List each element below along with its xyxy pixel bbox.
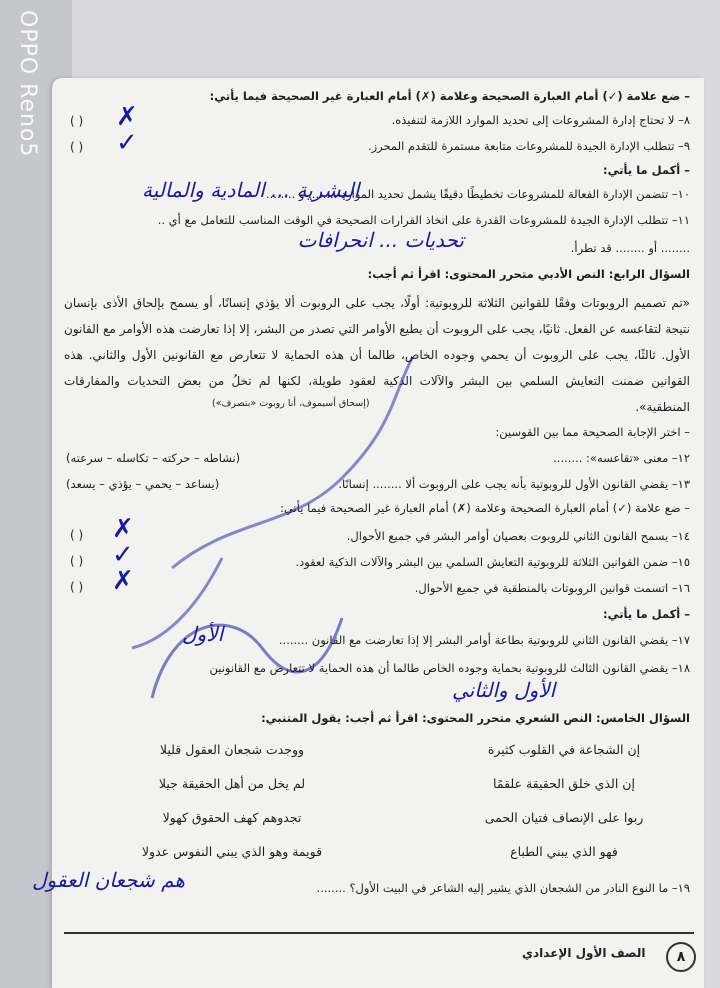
answer-box-8: ( ) bbox=[70, 114, 84, 128]
question-15: ١٥– ضمن القوانين الثلاثة للروبوتية التعايش السلمي بين البشر والآلات الذكية لعقود. bbox=[295, 555, 690, 569]
question-12-options: (نشاطه – حركته – تكاسله – سرعته) bbox=[66, 451, 241, 465]
handwritten-answer-11: تحديات ... انحرافات bbox=[297, 228, 464, 252]
question-8: ٨– لا تحتاج إدارة المشروعات إلى تحديد الموارد اللازمة لتنفيذه. bbox=[391, 113, 690, 127]
question-19: ١٩– ما النوع النادر من الشجعان الذي يشير إليه الشاعر في البيت الأول؟ ........ bbox=[316, 881, 690, 895]
question-14: ١٤– يسمح القانون الثاني للروبوت بعصيان أوامر البشر في جميع الأحوال. bbox=[346, 529, 690, 543]
poem-verse-3-right: ربوا على الإنصاف فتيان الحمى bbox=[484, 810, 644, 825]
passage-text: «تم تصميم الروبوتات وفقًا للقوانين الثلاثة للروبوتية: أولًا، يجب على الروبوت ألا يؤذي إنسانًا، أو يسمح بإلحاق الأذى بإنسان نتيجة لتقاعسه عن الفعل. ثانيًا، يجب على الروبوت أن يطيع الأوامر التي تصدر من البشر، إلا إذا تعارضت هذه الأوامر مع القانون الأول. ثالثًا، يجب على الروبوت أن يحمي وجوده الخاص، طالما أن هذه الحماية لا تتعارض مع القانونين الأول والثاني. هذه القوانين ضمنت التعايش السلمي بين البشر والآلات الذكية لعقود طويلة، لكنها لم تخلُ من بعض التحديات والمفارقات المنطقية». bbox=[64, 296, 690, 414]
bottom-rule bbox=[64, 932, 694, 934]
poem-verse-3-left: تجدوهم كهف الحقوق كهولا bbox=[162, 810, 302, 825]
poem-verse-2-right: إن الذي خلق الحقيقة علقمًا bbox=[493, 776, 635, 791]
section-4-title: السؤال الرابع: النص الأدبي متحرر المحتوى: اقرأ ثم أجب: bbox=[367, 267, 690, 281]
passage-source: (إسحاق أسيموف، أنا روبوت «بتصرف») bbox=[212, 398, 370, 409]
question-10: ١٠– تتضمن الإدارة الفعالة للمشروعات تخطيطًا دقيقًا يشمل تحديد الموارد ........ و ........ bbox=[265, 187, 690, 201]
instruction-complete-1: – أكمل ما يأتي: bbox=[603, 163, 690, 177]
question-12: ١٢– معنى «تقاعسه»: ........ bbox=[553, 451, 690, 465]
answer-box-14: ( ) bbox=[70, 528, 84, 542]
answer-box-16: ( ) bbox=[70, 580, 84, 594]
handwritten-answer-18: الأول والثاني bbox=[452, 678, 556, 702]
cross-mark-16: ✗ bbox=[112, 566, 134, 596]
handwritten-answer-10: البشرية ... المادية والمالية bbox=[142, 178, 360, 202]
instruction-true-false-2: – ضع علامة (✓) أمام العبارة الصحيحة وعلامة (✗) أمام العبارة غير الصحيحة فيما يأتي: bbox=[280, 501, 690, 515]
question-18: ١٨– يقضي القانون الثالث للروبوتية بحماية وجوده الخاص طالما أن هذه الحماية لا تتعارض مع القانونين bbox=[209, 661, 690, 675]
check-mark-9: ✓ bbox=[116, 128, 138, 158]
question-16: ١٦– اتسمت قوانين الروبوتات بالمنطقية في جميع الأحوال. bbox=[414, 581, 690, 595]
poem-verse-2-left: لم يخل من أهل الحقيقة جيلا bbox=[158, 776, 306, 791]
instruction-complete-2: – أكمل ما يأتي: bbox=[603, 607, 690, 621]
poem-verse-1-right: إن الشجاعة في القلوب كثيرة bbox=[487, 742, 641, 757]
worksheet-page bbox=[32, 78, 704, 988]
handwritten-signature bbox=[112, 318, 432, 738]
instruction-choose: – اختر الإجابة الصحيحة مما بين القوسين: bbox=[495, 425, 690, 439]
handwritten-answer-19: هم شجعان العقول bbox=[32, 868, 185, 892]
question-13: ١٣– يقضي القانون الأول للروبوتية بأنه يجب على الروبوت ألا ........ إنسانًا. bbox=[338, 477, 690, 491]
camera-watermark: OPPO Reno5 bbox=[15, 10, 40, 158]
poem-verse-4-right: فهو الذي يبني الطباع bbox=[510, 844, 618, 859]
section-5-title: السؤال الخامس: النص الشعري متحرر المحتوى: اقرأ ثم أجب: يقول المتنبي: bbox=[261, 711, 690, 725]
question-9: ٩– تتطلب الإدارة الجيدة للمشروعات متابعة مستمرة للتقدم المحرز. bbox=[367, 139, 690, 153]
question-11: ١١– تتطلب الإدارة الجيدة للمشروعات القدرة على اتخاذ القرارات الصحيحة في الوقت المناسب للتعامل مع أي .. bbox=[157, 213, 690, 227]
question-11-continued: ........ أو ........ قد تطرأ. bbox=[570, 241, 690, 255]
footer-grade: الصف الأول الإعدادي bbox=[522, 946, 646, 960]
poem-verse-1-left: ووجدت شجعان العقول قليلا bbox=[159, 742, 305, 757]
check-mark-15: ✓ bbox=[112, 540, 134, 570]
page-number: ٨ bbox=[666, 942, 696, 972]
cross-mark-14: ✗ bbox=[112, 514, 134, 544]
question-13-options: (يساعد – يحمي – يؤذي – يسعد) bbox=[66, 477, 220, 491]
handwritten-answer-17: الأول bbox=[182, 622, 224, 646]
answer-box-9: ( ) bbox=[70, 140, 84, 154]
question-17: ١٧– يقضي القانون الثاني للروبوتية بطاعة أوامر البشر إلا إذا تعارضت مع القانون ........ bbox=[278, 633, 690, 647]
instruction-true-false-1: – ضع علامة (✓) أمام العبارة الصحيحة وعلامة (✗) أمام العبارة غير الصحيحة فيما يأتي: bbox=[209, 89, 690, 103]
answer-box-15: ( ) bbox=[70, 554, 84, 568]
poem-verse-4-left: قويمة وهو الذي يبني النفوس عدولا bbox=[141, 844, 323, 859]
cross-mark-8: ✗ bbox=[116, 102, 138, 132]
